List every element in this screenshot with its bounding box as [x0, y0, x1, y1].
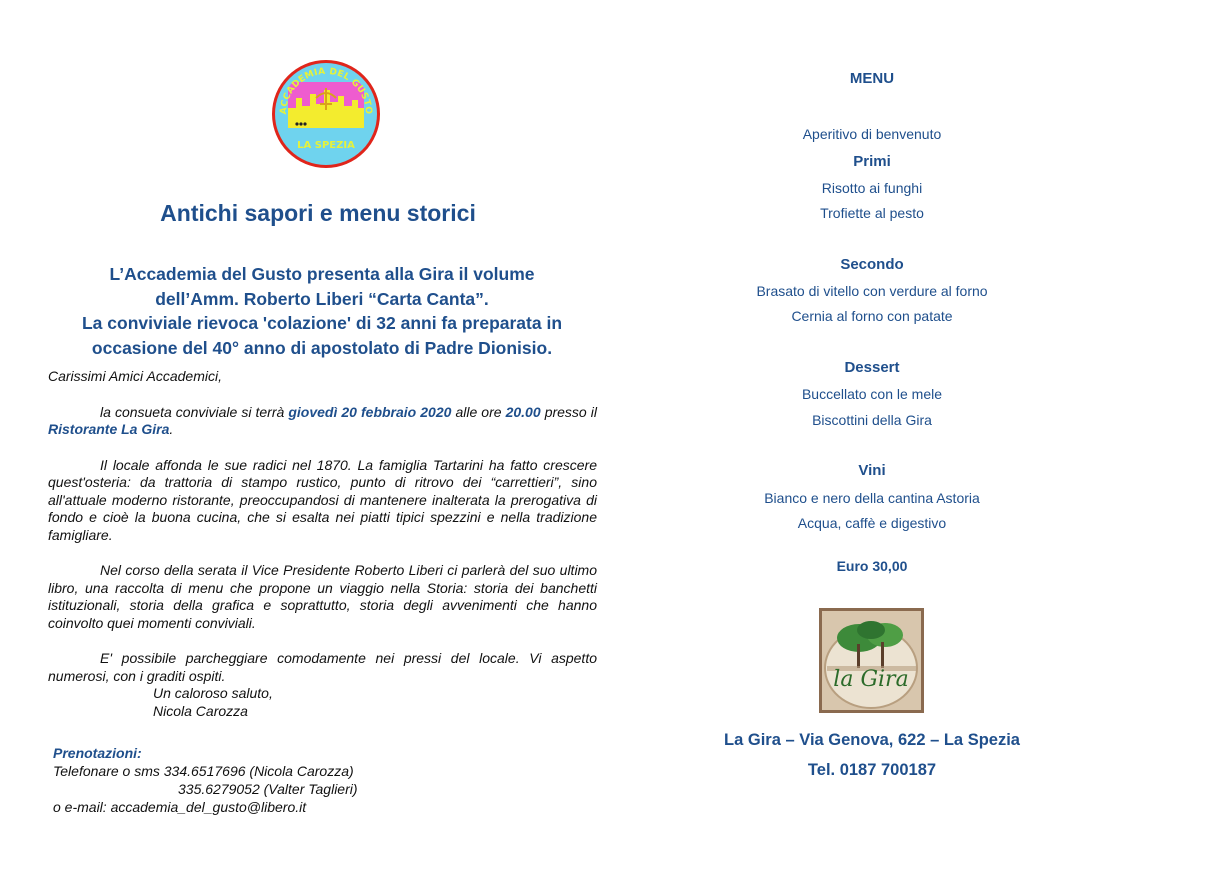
- menu-dessert-heading: Dessert: [844, 359, 900, 376]
- menu-secondo-item-1: Brasato di vitello con verdure al forno: [756, 283, 988, 299]
- accademia-del-gusto-logo: [270, 58, 382, 170]
- logo-top-text: ACCADEMIA DEL GUSTO: [278, 66, 374, 115]
- letter-paragraph-4: E' possibile parcheggiare comodamente nei pressi del locale. Vi aspetto numerosi, con i graditi ospiti.: [48, 650, 597, 684]
- restaurant-phone: Tel. 0187 700187: [807, 761, 937, 779]
- menu-dessert-item-2: Biscottini della Gira: [812, 412, 932, 428]
- booking-info: [53, 744, 358, 816]
- booking-email: o e-mail: accademia_del_gusto@libero.it: [53, 799, 307, 815]
- menu-vini-heading: Vini: [858, 462, 886, 479]
- menu-secondo-heading: Secondo: [840, 256, 904, 273]
- subtitle-line-3: La conviviale rievoca 'colazione' di 32 anni fa preparata in: [81, 313, 563, 333]
- menu-primi-heading: Primi: [853, 153, 891, 170]
- menu-primi-item-2: Trofiette al pesto: [820, 205, 924, 221]
- menu-aperitivo: Aperitivo di benvenuto: [802, 126, 942, 142]
- booking-phone-1: Telefonare o sms 334.6517696 (Nicola Carozza): [53, 763, 354, 779]
- event-time: 20.00: [505, 403, 541, 420]
- menu-secondo-item-2: Cernia al forno con patate: [791, 308, 953, 324]
- la-gira-logo-image: [819, 608, 924, 713]
- letter-closing: Un caloroso saluto,: [153, 685, 273, 701]
- letter-signature: Nicola Carozza: [153, 702, 248, 719]
- event-subtitle: [48, 262, 596, 360]
- restaurant-address: La Gira – Via Genova, 622 – La Spezia: [724, 731, 1020, 749]
- event-date: giovedì 20 febbraio 2020: [288, 403, 452, 420]
- letter-paragraph-3: Nel corso della serata il Vice Presidente Roberto Liberi ci parlerà del suo ultimo libro, una raccolta di menu che propone un viaggio nella Storia: storia dei banchetti istituzionali, storia della grafica e soprattutto, storia degli avvenimenti che hanno coinvolto quei momenti conviviali.: [48, 562, 597, 631]
- menu-heading: MENU: [849, 70, 895, 87]
- la-gira-logo-text: la Gira: [833, 667, 909, 692]
- menu-dessert-item-1: Buccellato con le mele: [801, 386, 943, 402]
- subtitle-line-1: L’Accademia del Gusto presenta alla Gira il volume: [109, 264, 535, 284]
- menu-price: Euro 30,00: [836, 558, 908, 574]
- logo-bottom-text: LA SPEZIA: [297, 140, 355, 151]
- letter-greeting: Carissimi Amici Accademici,: [48, 368, 222, 384]
- event-place: Ristorante La Gira: [48, 421, 170, 437]
- invitation-letter: [48, 368, 597, 720]
- booking-phone-2: 335.6279052 (Valter Taglieri): [178, 781, 358, 797]
- subtitle-line-4: occasione del 40° anno di apostolato di Padre Dionisio.: [91, 337, 553, 358]
- letter-paragraph-2: Il locale affonda le sue radici nel 1870. La famiglia Tartarini ha fatto crescere quest'osteria: da trattoria di stampo rustico, punto di ritrovo dei “carrettieri”, sino all'attuale moderno ristorante, preoccupandosi di mantenere inalterata la prerogativa di fondo e cioè la buona cucina, che si esalta nei piatti tipici spezzini e nella tradizione famigliare.: [48, 456, 597, 543]
- menu-primi-item-1: Risotto ai funghi: [821, 180, 923, 196]
- menu-vini-item-2: Acqua, caffè e digestivo: [797, 515, 947, 531]
- menu-vini-item-1: Bianco e nero della cantina Astoria: [764, 490, 980, 506]
- booking-heading: Prenotazioni:: [53, 745, 142, 761]
- subtitle-line-2: dell’Amm. Roberto Liberi “Carta Canta”.: [155, 288, 489, 309]
- letter-paragraph-1: la consueta conviviale si terrà giovedì 20 febbraio 2020 alle ore 20.00 presso il Ristorante La Gira.: [48, 403, 597, 437]
- page-title: Antichi sapori e menu storici: [160, 200, 476, 226]
